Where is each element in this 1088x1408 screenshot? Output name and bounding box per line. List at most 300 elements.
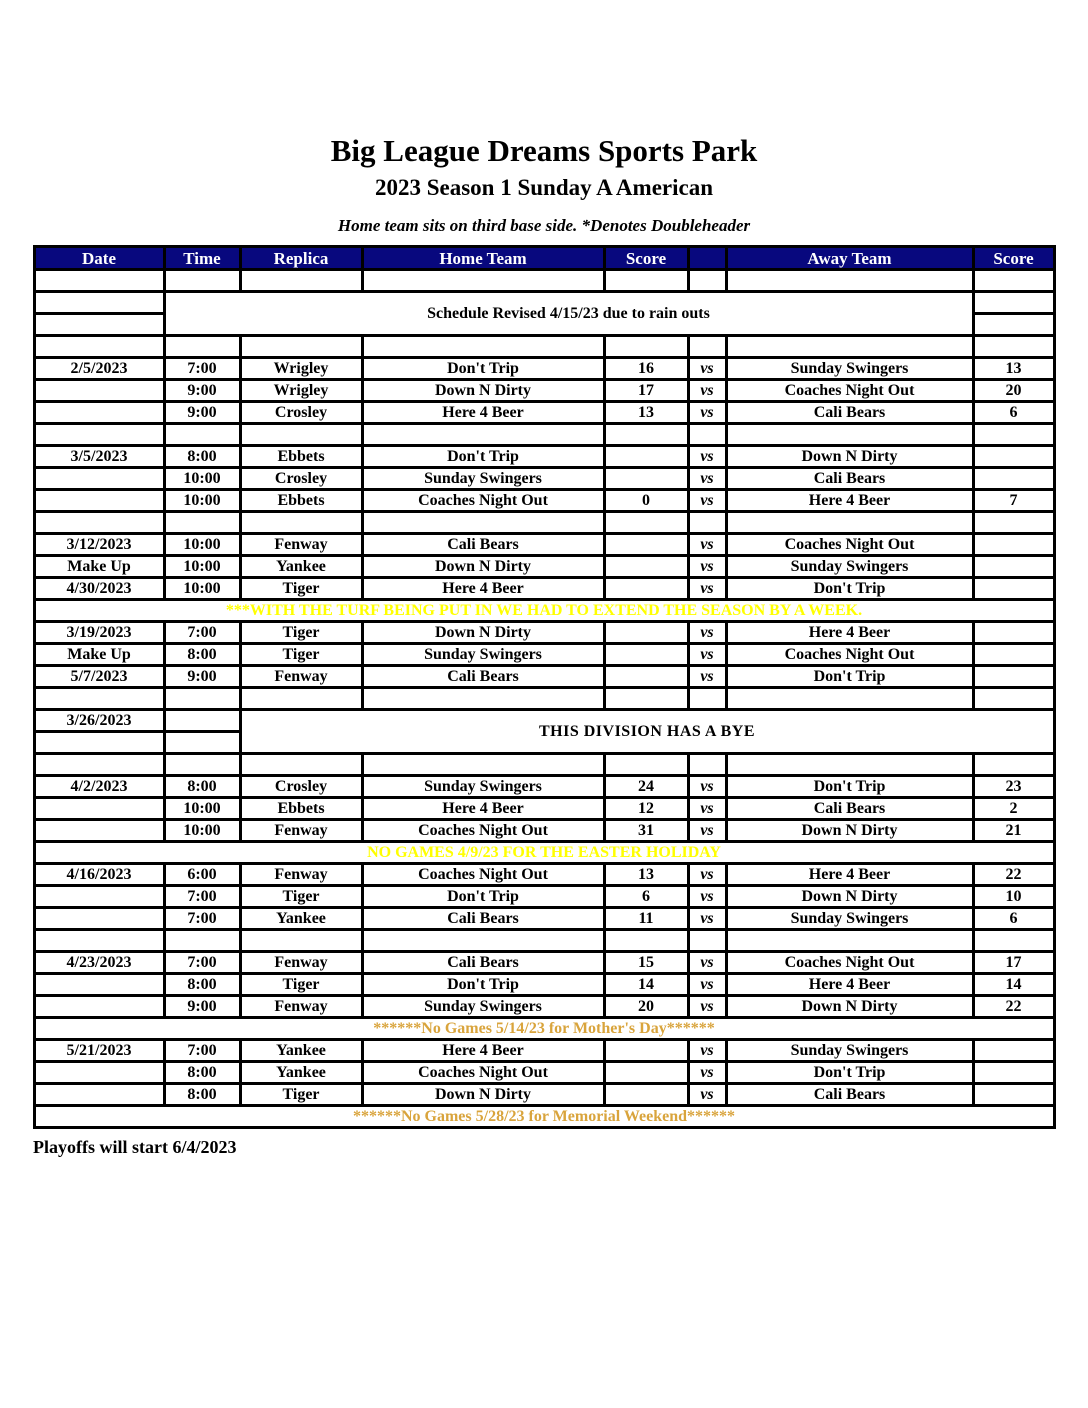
vs-label: vs [688,1040,726,1062]
separator-cell [726,424,973,446]
game-row [34,974,1054,996]
cell-replica: Tiger [240,886,362,908]
cell-time: 7:00 [164,358,240,380]
cell-home-score [604,666,688,688]
vs-label: vs [688,886,726,908]
bye-banner: THIS DIVISION HAS A BYE [240,710,1054,754]
column-header [688,247,726,270]
cell-home-score [604,468,688,490]
cell-date: Make Up [34,556,164,578]
cell-time: 7:00 [164,886,240,908]
cell-replica: Crosley [240,776,362,798]
separator-cell [164,512,240,534]
cell-replica: Fenway [240,666,362,688]
separator-row [34,512,1054,534]
cell-home-score [604,534,688,556]
notice-row [34,1106,1054,1128]
vs-label: vs [688,798,726,820]
separator-row [34,336,1054,358]
cell-date: Make Up [34,644,164,666]
cell-away-score: 13 [973,358,1054,380]
vs-label: vs [688,1084,726,1106]
cell-date [34,468,164,490]
bye-row [34,710,1054,732]
schedule-table [33,245,1056,1129]
cell-away-team: Sunday Swingers [726,358,973,380]
cell-away-score: 7 [973,490,1054,512]
cell-time: 8:00 [164,644,240,666]
vs-label: vs [688,446,726,468]
cell-home-score [604,1062,688,1084]
vs-label: vs [688,490,726,512]
separator-cell [164,424,240,446]
cell-date: 5/21/2023 [34,1040,164,1062]
cell-home-team: Coaches Night Out [362,1062,604,1084]
separator-cell [604,512,688,534]
cell-home-score: 12 [604,798,688,820]
vs-label: vs [688,402,726,424]
cell-home-score: 17 [604,380,688,402]
cell-home-score [604,578,688,600]
cell-away-team: Coaches Night Out [726,534,973,556]
cell-date [34,974,164,996]
game-row [34,820,1054,842]
separator-cell [362,424,604,446]
vs-label: vs [688,358,726,380]
game-row [34,996,1054,1018]
separator-cell [164,754,240,776]
separator-cell [973,512,1054,534]
cell-home-score: 6 [604,886,688,908]
cell-date [34,380,164,402]
separator-cell [604,336,688,358]
blank-row [34,270,1054,292]
cell-replica: Yankee [240,556,362,578]
separator-cell [726,688,973,710]
cell-time: 9:00 [164,380,240,402]
column-header: Away Team [726,247,973,270]
game-row [34,1040,1054,1062]
column-header: Time [164,247,240,270]
cell-home-score: 13 [604,864,688,886]
vs-label: vs [688,996,726,1018]
cell-replica: Ebbets [240,446,362,468]
cell-date: 4/16/2023 [34,864,164,886]
separator-cell [34,754,164,776]
notice-banner: ******No Games 5/28/23 for Memorial Weekend****** [34,1106,1054,1128]
cell-away-team: Down N Dirty [726,446,973,468]
cell-home-team: Don't Trip [362,886,604,908]
cell-date [34,908,164,930]
cell-away-team: Coaches Night Out [726,952,973,974]
cell-home-team: Cali Bears [362,534,604,556]
cell-replica: Fenway [240,952,362,974]
cell-time: 8:00 [164,1084,240,1106]
cell-away-team: Coaches Night Out [726,380,973,402]
cell-replica: Yankee [240,1062,362,1084]
game-row [34,776,1054,798]
separator-cell [604,424,688,446]
separator-cell [604,688,688,710]
vs-label: vs [688,820,726,842]
cell-replica: Fenway [240,534,362,556]
cell-away-team: Don't Trip [726,1062,973,1084]
cell-home-team: Here 4 Beer [362,578,604,600]
cell-home-team: Here 4 Beer [362,798,604,820]
cell-home-score [604,622,688,644]
cell-time: 7:00 [164,908,240,930]
game-row [34,380,1054,402]
cell-home-score [604,556,688,578]
game-row [34,622,1054,644]
vs-label: vs [688,864,726,886]
vs-label: vs [688,380,726,402]
cell-date: 3/19/2023 [34,622,164,644]
separator-cell [688,512,726,534]
vs-label: vs [688,1062,726,1084]
cell-away-team: Down N Dirty [726,886,973,908]
separator-cell [240,930,362,952]
vs-label: vs [688,468,726,490]
cell-home-score: 15 [604,952,688,974]
cell-time: 9:00 [164,996,240,1018]
cell-time: 8:00 [164,1062,240,1084]
schedule-table-body [34,247,1054,1128]
cell-time: 9:00 [164,402,240,424]
cell-away-team: Here 4 Beer [726,490,973,512]
cell-away-team: Down N Dirty [726,820,973,842]
separator-cell [240,512,362,534]
cell-home-team: Down N Dirty [362,1084,604,1106]
cell-away-score: 6 [973,908,1054,930]
game-row [34,908,1054,930]
cell-date [34,996,164,1018]
cell-home-team: Here 4 Beer [362,1040,604,1062]
cell-away-team: Cali Bears [726,468,973,490]
separator-cell [688,930,726,952]
separator-cell [688,688,726,710]
column-header: Score [973,247,1054,270]
cell-time: 10:00 [164,490,240,512]
cell-replica: Wrigley [240,380,362,402]
cell-date [34,1084,164,1106]
cell-away-score [973,446,1054,468]
separator-cell [362,512,604,534]
cell-away-team: Cali Bears [726,1084,973,1106]
playoffs-note: Playoffs will start 6/4/2023 [33,1137,237,1157]
blank-cell [973,270,1054,292]
cell-time: 10:00 [164,534,240,556]
cell-home-team: Down N Dirty [362,622,604,644]
cell-time: 6:00 [164,864,240,886]
cell-replica: Fenway [240,820,362,842]
separator-cell [688,754,726,776]
cell-away-team: Cali Bears [726,798,973,820]
cell-date: 3/26/2023 [34,710,164,732]
cell-date: 5/7/2023 [34,666,164,688]
notice-row [34,842,1054,864]
cell-away-score: 23 [973,776,1054,798]
notice-row [34,600,1054,622]
column-header: Replica [240,247,362,270]
vs-label: vs [688,534,726,556]
cell-time: 8:00 [164,446,240,468]
cell-time: 10:00 [164,820,240,842]
page-subtitle: 2023 Season 1 Sunday A American [374,175,714,200]
cell-away-team: Here 4 Beer [726,622,973,644]
cell-away-score: 6 [973,402,1054,424]
vs-label: vs [688,974,726,996]
cell-home-score: 11 [604,908,688,930]
separator-cell [973,336,1054,358]
game-row [34,556,1054,578]
cell-date [34,732,164,754]
cell-date: 3/5/2023 [34,446,164,468]
vs-label: vs [688,622,726,644]
notice-row [34,1018,1054,1040]
game-row [34,534,1054,556]
cell-home-score [604,1040,688,1062]
cell-date: 2/5/2023 [34,358,164,380]
column-header: Home Team [362,247,604,270]
notice-banner: ******No Games 5/14/23 for Mother's Day****** [34,1018,1054,1040]
cell-home-team: Sunday Swingers [362,644,604,666]
separator-cell [240,336,362,358]
cell-home-team: Sunday Swingers [362,996,604,1018]
separator-cell [362,930,604,952]
cell-replica: Crosley [240,402,362,424]
cell-home-team: Down N Dirty [362,556,604,578]
blank-cell [34,314,164,336]
game-row [34,666,1054,688]
cell-away-score [973,644,1054,666]
cell-date [34,820,164,842]
blank-cell [164,270,240,292]
cell-home-team: Cali Bears [362,666,604,688]
game-row [34,886,1054,908]
separator-cell [688,336,726,358]
cell-time [164,732,240,754]
separator-cell [34,512,164,534]
vs-label: vs [688,666,726,688]
cell-replica: Tiger [240,622,362,644]
separator-cell [240,754,362,776]
cell-home-score [604,446,688,468]
cell-home-team: Coaches Night Out [362,820,604,842]
header-row [34,247,1054,270]
separator-cell [726,930,973,952]
cell-date [34,490,164,512]
cell-home-score [604,644,688,666]
blank-cell [973,292,1054,314]
separator-cell [164,688,240,710]
cell-home-team: Coaches Night Out [362,864,604,886]
cell-away-score [973,1040,1054,1062]
separator-cell [973,754,1054,776]
separator-row [34,424,1054,446]
cell-time: 10:00 [164,578,240,600]
blank-cell [973,314,1054,336]
cell-home-score: 31 [604,820,688,842]
cell-replica: Fenway [240,864,362,886]
cell-time: 8:00 [164,776,240,798]
cell-away-team: Sunday Swingers [726,908,973,930]
cell-home-score: 13 [604,402,688,424]
cell-away-score: 10 [973,886,1054,908]
separator-cell [34,688,164,710]
separator-cell [164,930,240,952]
vs-label: vs [688,578,726,600]
page-title: Big League Dreams Sports Park [330,133,758,168]
cell-home-team: Down N Dirty [362,380,604,402]
cell-home-team: Here 4 Beer [362,402,604,424]
separator-cell [362,754,604,776]
cell-time: 8:00 [164,974,240,996]
game-row [34,1084,1054,1106]
cell-home-team: Don't Trip [362,358,604,380]
game-row [34,644,1054,666]
cell-replica: Ebbets [240,798,362,820]
cell-away-score [973,578,1054,600]
cell-home-score: 0 [604,490,688,512]
blank-cell [34,270,164,292]
cell-time: 7:00 [164,952,240,974]
cell-away-team: Don't Trip [726,666,973,688]
cell-away-score [973,468,1054,490]
cell-away-score [973,534,1054,556]
game-row [34,446,1054,468]
cell-home-score: 20 [604,996,688,1018]
cell-replica: Wrigley [240,358,362,380]
cell-away-score [973,666,1054,688]
cell-replica: Yankee [240,908,362,930]
blank-cell [34,292,164,314]
separator-row [34,754,1054,776]
notice-banner: ***WITH THE TURF BEING PUT IN WE HAD TO EXTEND THE SEASON BY A WEEK. [34,600,1054,622]
page-header [0,0,1088,236]
cell-home-team: Don't Trip [362,446,604,468]
cell-time [164,710,240,732]
separator-cell [973,424,1054,446]
separator-cell [240,424,362,446]
separator-cell [604,754,688,776]
separator-cell [164,336,240,358]
separator-cell [240,688,362,710]
cell-replica: Crosley [240,468,362,490]
vs-label: vs [688,908,726,930]
separator-cell [688,424,726,446]
cell-date [34,886,164,908]
game-row [34,468,1054,490]
separator-cell [604,930,688,952]
cell-date: 4/30/2023 [34,578,164,600]
cell-away-team: Here 4 Beer [726,864,973,886]
cell-date [34,1062,164,1084]
separator-cell [726,512,973,534]
cell-home-score [604,1084,688,1106]
separator-cell [34,424,164,446]
revision-banner-row [34,292,1054,314]
game-row [34,578,1054,600]
cell-time: 7:00 [164,1040,240,1062]
cell-away-score [973,622,1054,644]
cell-away-score: 14 [973,974,1054,996]
cell-home-team: Don't Trip [362,974,604,996]
cell-away-team: Here 4 Beer [726,974,973,996]
cell-home-team: Sunday Swingers [362,468,604,490]
cell-away-score [973,556,1054,578]
cell-away-score: 2 [973,798,1054,820]
vs-label: vs [688,556,726,578]
game-row [34,1062,1054,1084]
separator-cell [726,336,973,358]
separator-row [34,688,1054,710]
vs-label: vs [688,952,726,974]
cell-replica: Tiger [240,974,362,996]
blank-cell [726,270,973,292]
cell-away-team: Don't Trip [726,578,973,600]
game-row [34,402,1054,424]
cell-home-score: 16 [604,358,688,380]
notice-banner: NO GAMES 4/9/23 FOR THE EASTER HOLIDAY [34,842,1054,864]
cell-home-team: Cali Bears [362,908,604,930]
game-row [34,798,1054,820]
separator-cell [34,930,164,952]
cell-away-team: Coaches Night Out [726,644,973,666]
cell-away-score: 22 [973,996,1054,1018]
cell-date [34,402,164,424]
column-header: Score [604,247,688,270]
cell-home-score: 14 [604,974,688,996]
vs-label: vs [688,644,726,666]
cell-home-score: 24 [604,776,688,798]
separator-cell [362,336,604,358]
cell-time: 10:00 [164,468,240,490]
cell-date: 3/12/2023 [34,534,164,556]
cell-home-team: Cali Bears [362,952,604,974]
cell-replica: Fenway [240,996,362,1018]
blank-cell [688,270,726,292]
cell-away-team: Sunday Swingers [726,556,973,578]
game-row [34,358,1054,380]
separator-cell [973,930,1054,952]
cell-time: 9:00 [164,666,240,688]
blank-cell [362,270,604,292]
cell-away-score [973,1084,1054,1106]
cell-away-team: Don't Trip [726,776,973,798]
cell-away-score: 21 [973,820,1054,842]
cell-away-score: 17 [973,952,1054,974]
game-row [34,952,1054,974]
blank-cell [604,270,688,292]
cell-replica: Tiger [240,1084,362,1106]
cell-replica: Tiger [240,578,362,600]
cell-home-team: Coaches Night Out [362,490,604,512]
separator-row [34,930,1054,952]
cell-date: 4/23/2023 [34,952,164,974]
cell-away-team: Cali Bears [726,402,973,424]
separator-cell [34,336,164,358]
vs-label: vs [688,776,726,798]
cell-away-team: Sunday Swingers [726,1040,973,1062]
separator-cell [726,754,973,776]
cell-date [34,798,164,820]
revision-banner: Schedule Revised 4/15/23 due to rain outs [164,292,973,336]
cell-replica: Ebbets [240,490,362,512]
page-note: Home team sits on third base side. *Denotes Doubleheader [337,216,751,235]
game-row [34,490,1054,512]
cell-away-team: Down N Dirty [726,996,973,1018]
